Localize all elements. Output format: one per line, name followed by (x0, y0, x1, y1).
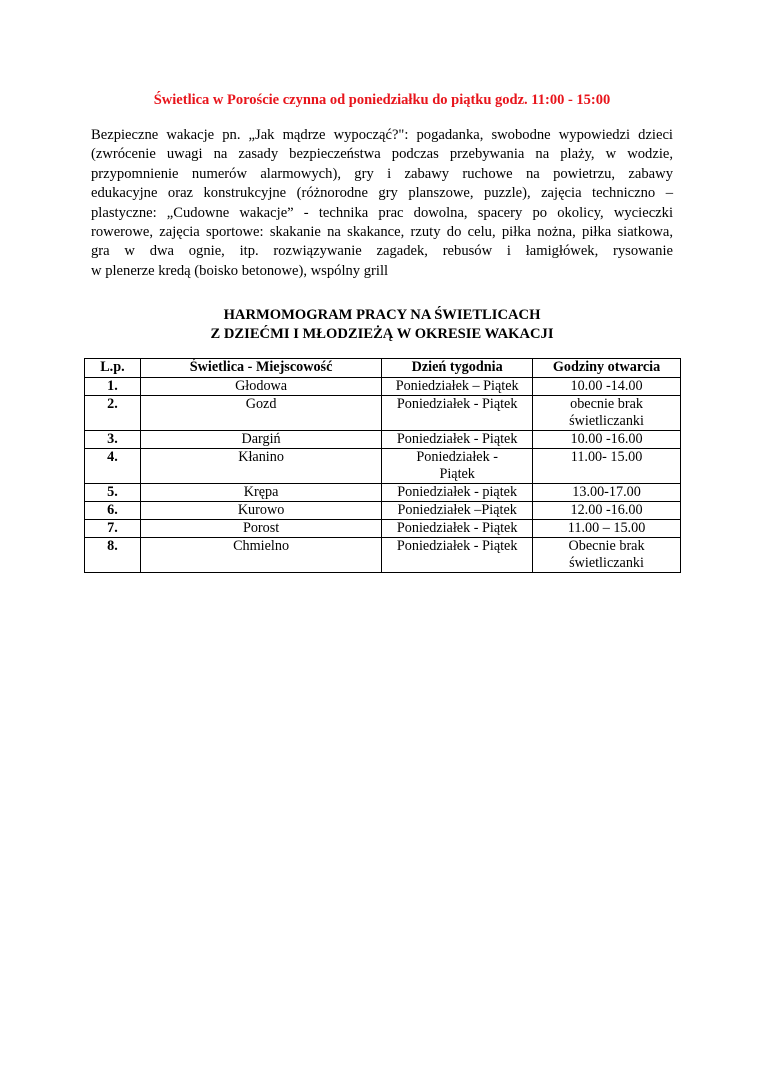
paragraph-line: w plenerze kredą (boisko betonowe), wspólny grill (91, 262, 389, 279)
cell-place: Chmielno (140, 538, 381, 573)
cell-hours: 10.00 -14.00 (533, 378, 681, 396)
cell-hours: 11.00- 15.00 (533, 449, 681, 484)
cell-place: Kłanino (140, 449, 381, 484)
cell-hours: 12.00 -16.00 (533, 502, 681, 520)
cell-place: Kurowo (140, 502, 381, 520)
cell-day: Poniedziałek - piątek (382, 484, 533, 502)
cell-place: Gozd (140, 396, 381, 431)
cell-day: Poniedziałek - Piątek (382, 431, 533, 449)
cell-day: Poniedziałek - Piątek (382, 538, 533, 573)
cell-day: Poniedziałek –Piątek (382, 502, 533, 520)
cell-lp: 4. (85, 449, 141, 484)
cell-place: Dargiń (140, 431, 381, 449)
cell-day: Poniedziałek – Piątek (382, 378, 533, 396)
cell-place: Głodowa (140, 378, 381, 396)
paragraph-line: Bezpieczne wakacje pn. „Jak mądrze wypocząć?": pogadanka, swobodne wypowiedzi dzieci (91, 127, 673, 143)
table-row (85, 449, 681, 484)
table-row (85, 538, 681, 573)
cell-hours: 13.00-17.00 (533, 484, 681, 502)
cell-lp: 2. (85, 396, 141, 431)
header-day: Dzień tygodnia (382, 359, 533, 378)
cell-day: Poniedziałek - Piątek (382, 520, 533, 538)
cell-place: Porost (140, 520, 381, 538)
cell-day: Poniedziałek - Piątek (382, 396, 533, 431)
cell-hours: 10.00 -16.00 (533, 431, 681, 449)
header-place: Świetlica - Miejscowość (140, 359, 381, 378)
cell-day: Poniedziałek - Piątek (382, 449, 533, 484)
paragraph-line: rowerowe, zajęcia sportowe: skakanie na skakance, rzuty do celu, piłka nożna, piłka siatkowa, (91, 224, 673, 241)
paragraph-line: przypomnienie numerów alarmowych), gry i zabawy ruchowe na powietrzu, zabawy (91, 165, 673, 182)
cell-lp: 3. (85, 431, 141, 449)
paragraph-line: gra w dwa ognie, itp. rozwiązywanie zagadek, rebusów i łamigłówek, rysowanie (91, 243, 673, 260)
cell-lp: 1. (85, 378, 141, 396)
cell-lp: 6. (85, 502, 141, 520)
paragraph-line: plastyczne: „Cudowne wakacje” - technika prac dowolna, spacery po okolicy, wycieczki (91, 204, 673, 221)
paragraph-line: (zwrócenie uwagi na zasady bezpieczeństwa podczas przebywania na plaży, w wodzie, (91, 146, 673, 163)
table-row (85, 431, 681, 449)
cell-lp: 8. (85, 538, 141, 573)
table-header-row (85, 359, 681, 378)
table-row (85, 520, 681, 538)
paragraph-line: edukacyjne oraz konstrukcyjne (różnorodne gry planszowe, puzzle), zajęcia techniczno – (91, 185, 673, 202)
cell-lp: 5. (85, 484, 141, 502)
schedule-table (84, 358, 681, 573)
cell-hours: 11.00 – 15.00 (533, 520, 681, 538)
table-row (85, 378, 681, 396)
schedule-title (0, 306, 764, 343)
schedule-title-line2: Z DZIEĆMI I MŁODZIEŻĄ W OKRESIE WAKACJI (210, 325, 554, 342)
cell-hours: obecnie brak świetliczanki (533, 396, 681, 431)
table-row (85, 502, 681, 520)
activities-paragraph (91, 126, 673, 281)
table-row (85, 396, 681, 431)
schedule-title-line1: HARMOMOGRAM PRACY NA ŚWIETLICACH (223, 307, 541, 323)
header-hours: Godziny otwarcia (533, 359, 681, 378)
cell-place: Krępa (140, 484, 381, 502)
header-lp: L.p. (85, 359, 141, 378)
cell-hours: Obecnie brak świetliczanki (533, 538, 681, 573)
cell-lp: 7. (85, 520, 141, 538)
table-row (85, 484, 681, 502)
opening-hours-heading: Świetlica w Poroście czynna od poniedziałku do piątku godz. 11:00 - 15:00 (153, 92, 611, 108)
